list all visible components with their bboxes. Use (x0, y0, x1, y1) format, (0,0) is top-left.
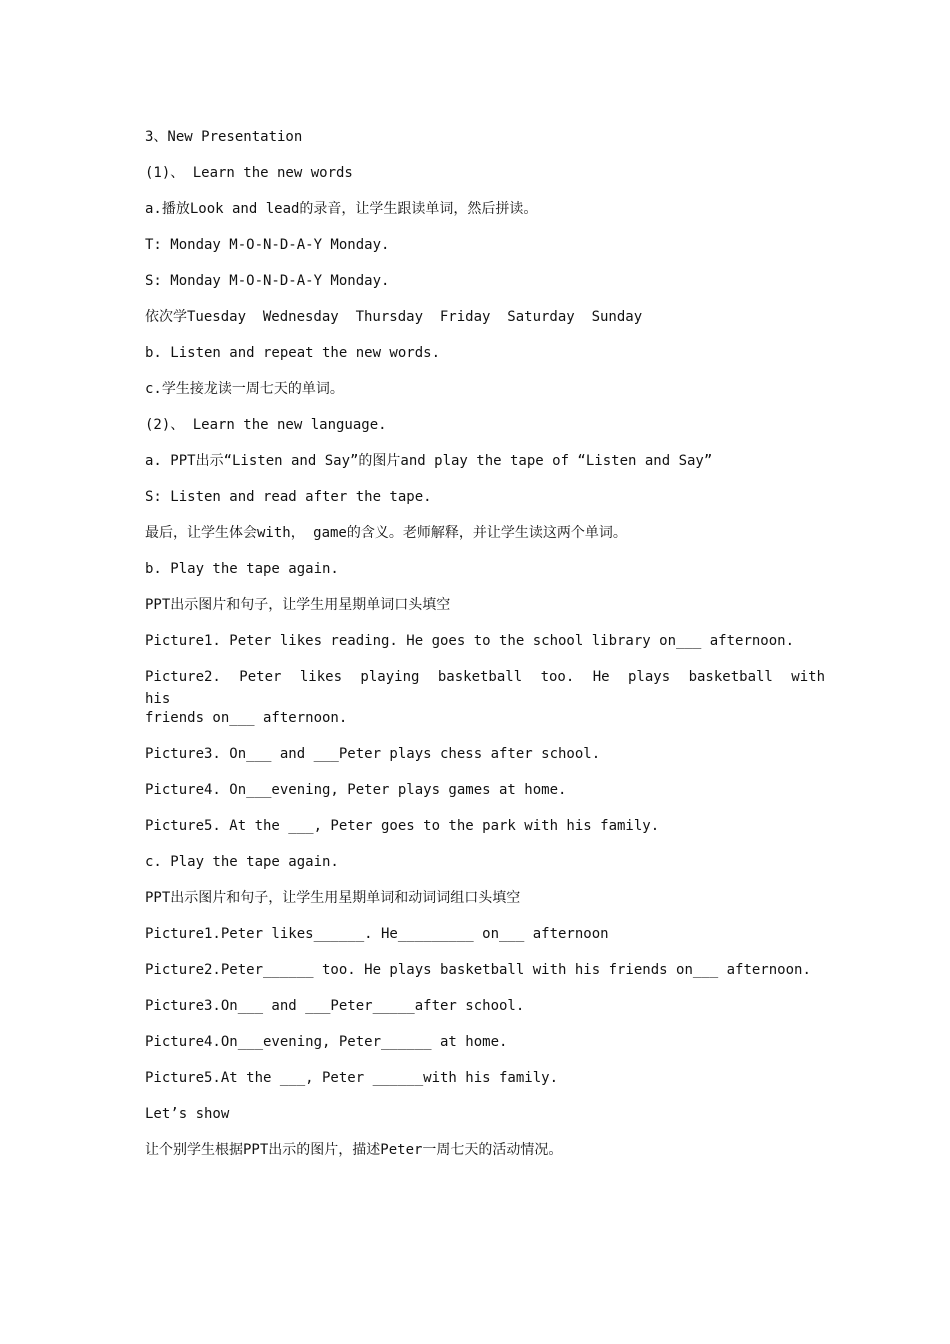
exercise-line: Picture5. At the ___, Peter goes to the park with his family. (145, 818, 660, 834)
text-line: S: Listen and read after the tape. (145, 489, 432, 505)
exercise-line: Picture4.On___evening, Peter______ at home. (145, 1034, 508, 1050)
text-line: b. Play the tape again. (145, 561, 339, 577)
text-line: c. Play the tape again. (145, 854, 339, 870)
text-line: T: Monday M-O-N-D-A-Y Monday. (145, 237, 390, 253)
exercise-line: Picture1. Peter likes reading. He goes to the school library on___ afternoon. (145, 633, 795, 649)
exercise-line: Picture1.Peter likes______. He_________ on___ afternoon (145, 926, 609, 942)
step-heading: (2)、 Learn the new language. (145, 417, 387, 433)
text-line: 依次学Tuesday Wednesday Thursday Friday Saturday Sunday (145, 309, 643, 325)
text-line: a.播放Look and lead的录音，让学生跟读单词，然后拼读。 (145, 201, 538, 217)
exercise-line: Picture2. Peter likes playing basketball too. He plays basketball with his (145, 669, 825, 707)
text-line: c.学生接龙读一周七天的单词。 (145, 381, 344, 397)
lesson-body (145, 126, 825, 1175)
exercise-line: Picture3.On___ and ___Peter_____after school. (145, 998, 525, 1014)
section-heading: 3、New Presentation (145, 129, 303, 145)
text-line: b. Listen and repeat the new words. (145, 345, 441, 361)
exercise-line: Picture4. On___evening, Peter plays games at home. (145, 782, 567, 798)
text-line: a. PPT出示“Listen and Say”的图片and play the tape of “Listen and Say” (145, 453, 713, 469)
exercise-line: Picture3. On___ and ___Peter plays chess after school. (145, 746, 601, 762)
text-line: 最后，让学生体会with， game的含义。老师解释，并让学生读这两个单词。 (145, 525, 627, 541)
step-heading: (1)、 Learn the new words (145, 165, 353, 181)
text-line: S: Monday M-O-N-D-A-Y Monday. (145, 273, 390, 289)
text-line: Let’s show (145, 1106, 230, 1122)
text-line: PPT出示图片和句子，让学生用星期单词和动词词组口头填空 (145, 890, 521, 906)
text-line: 让个别学生根据PPT出示的图片，描述Peter一周七天的活动情况。 (145, 1142, 563, 1158)
exercise-line: Picture2.Peter______ too. He plays basketball with his friends on___ afternoon. (145, 962, 811, 978)
text-line: PPT出示图片和句子，让学生用星期单词口头填空 (145, 597, 451, 613)
exercise-line: friends on___ afternoon. (145, 710, 348, 726)
exercise-line: Picture5.At the ___, Peter ______with his family. (145, 1070, 559, 1086)
